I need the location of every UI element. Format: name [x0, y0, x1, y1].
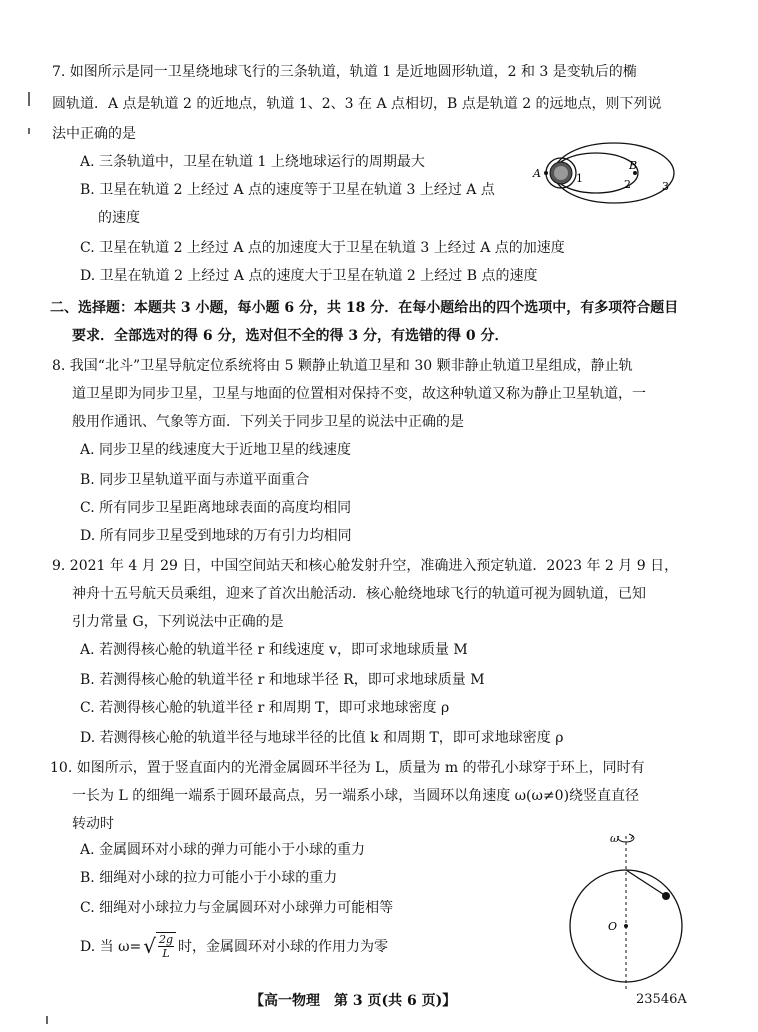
q9-stem-line-1: 9. 2021 年 4 月 29 日，中国空间站天和核心舱发射升空，准确进入预定轨道．2023 年 2 月 9 日，	[52, 558, 679, 574]
label-orbit-1: 1	[576, 172, 583, 185]
q10-option-d-suffix: 时，金属圆环对小球的作用力为零	[178, 939, 389, 955]
q7-stem-line-3: 法中正确的是	[52, 126, 136, 142]
arrow-head-icon	[629, 834, 633, 839]
q10-option-c: C. 细绳对小球拉力与金属圆环对小球弹力可能相等	[80, 900, 394, 916]
q10-stem-line-1: 10. 如图所示，置于竖直面内的光滑金属圆环半径为 L，质量为 m 的带孔小球穿于环上，同时有	[50, 760, 645, 776]
scan-mark	[28, 92, 30, 106]
orbit-diagram	[528, 140, 676, 206]
q7-option-b: B. 卫星在轨道 2 上经过 A 点的速度等于卫星在轨道 3 上经过 A 点	[80, 182, 495, 198]
q9-option-d: D. 若测得核心舱的轨道半径与地球半径的比值 k 和周期 T，即可求地球密度 ρ	[80, 730, 564, 746]
fraction	[156, 932, 176, 960]
q7-stem-line-1: 7. 如图所示是同一卫星绕地球飞行的三条轨道，轨道 1 是近地圆形轨道，2 和 3 是变轨后的椭	[52, 64, 637, 80]
label-b: B	[629, 159, 638, 172]
ball	[662, 892, 670, 900]
q10-stem-line-2: 一长为 L 的细绳一端系于圆环最高点，另一端系小球，当圆环以角速度 ω(ω≠0)绕竖直直径	[72, 788, 640, 804]
section-2-heading-line-2: 要求．全部选对的得 6 分，选对但不全的得 3 分，有选错的得 0 分．	[72, 328, 509, 344]
scan-mark	[28, 128, 30, 134]
label-a: A	[533, 167, 541, 180]
q7-stem-line-2: 圆轨道．A 点是轨道 2 的近地点，轨道 1、2、3 在 A 点相切，B 点是轨道 2 的远地点，则下列说	[52, 96, 662, 112]
label-orbit-3: 3	[662, 180, 669, 193]
section-2-heading-line-1: 二、选择题：本题共 3 小题，每小题 6 分，共 18 分．在每小题给出的四个选项中，有多项符合题目	[50, 300, 679, 316]
earth-core	[554, 166, 568, 180]
q7-option-d: D. 卫星在轨道 2 上经过 A 点的速度大于卫星在轨道 2 上经过 B 点的速度	[80, 268, 538, 284]
label-orbit-2: 2	[624, 178, 631, 191]
label-omega: ω	[610, 832, 619, 845]
fraction-numerator: 2g	[158, 933, 174, 946]
q7-option-c: C. 卫星在轨道 2 上经过 A 点的加速度大于卫星在轨道 3 上经过 A 点的加速度	[80, 240, 565, 256]
q10-option-b: B. 细绳对小球的拉力可能小于小球的重力	[80, 870, 338, 886]
q8-stem-line-3: 般用作通讯、气象等方面．下列关于同步卫星的说法中正确的是	[72, 414, 464, 430]
q8-option-d: D. 所有同步卫星受到地球的万有引力均相同	[80, 528, 352, 544]
ring-diagram	[566, 826, 696, 994]
point-a	[544, 171, 548, 175]
q10-stem-line-3: 转动时	[72, 816, 114, 832]
q10-option-d-prefix: D. 当 ω=	[80, 939, 142, 955]
q8-option-c: C. 所有同步卫星距离地球表面的高度均相同	[80, 500, 352, 516]
exam-code: 23546A	[636, 992, 687, 1007]
fraction-denominator: L	[162, 947, 170, 960]
sqrt-icon: √	[143, 934, 156, 958]
q8-option-b: B. 同步卫星轨道平面与赤道平面重合	[80, 472, 310, 488]
q7-option-b-cont: 的速度	[98, 210, 140, 226]
page-footer: 【高一物理 第 3 页(共 6 页)】	[250, 993, 457, 1009]
scan-mark	[46, 1016, 48, 1024]
q9-option-c: C. 若测得核心舱的轨道半径 r 和周期 T，即可求地球密度 ρ	[80, 700, 450, 716]
q8-stem-line-1: 8. 我国“北斗”卫星导航定位系统将由 5 颗静止轨道卫星和 30 颗非静止轨道卫星组成，静止轨	[52, 358, 633, 374]
q10-option-d	[80, 928, 388, 964]
q9-stem-line-2: 神舟十五号航天员乘组，迎来了首次出舱活动．核心舱绕地球飞行的轨道可视为圆轨道，已知	[72, 586, 646, 602]
center-point	[624, 924, 628, 928]
q9-stem-line-3: 引力常量 G，下列说法中正确的是	[72, 614, 284, 630]
sqrt-expression	[143, 932, 176, 960]
q8-option-a: A. 同步卫星的线速度大于近地卫星的线速度	[80, 442, 352, 458]
q8-stem-line-2: 道卫星即为同步卫星，卫星与地面的位置相对保持不变，故这种轨道又称为静止卫星轨道，一	[72, 386, 646, 402]
q9-option-a: A. 若测得核心舱的轨道半径 r 和线速度 v，即可求地球质量 M	[80, 642, 468, 658]
q7-option-a: A. 三条轨道中，卫星在轨道 1 上绕地球运行的周期最大	[80, 154, 425, 170]
label-o: O	[608, 920, 618, 933]
q10-option-a: A. 金属圆环对小球的弹力可能小于小球的重力	[80, 842, 366, 858]
q9-option-b: B. 若测得核心舱的轨道半径 r 和地球半径 R，即可求地球质量 M	[80, 672, 485, 688]
